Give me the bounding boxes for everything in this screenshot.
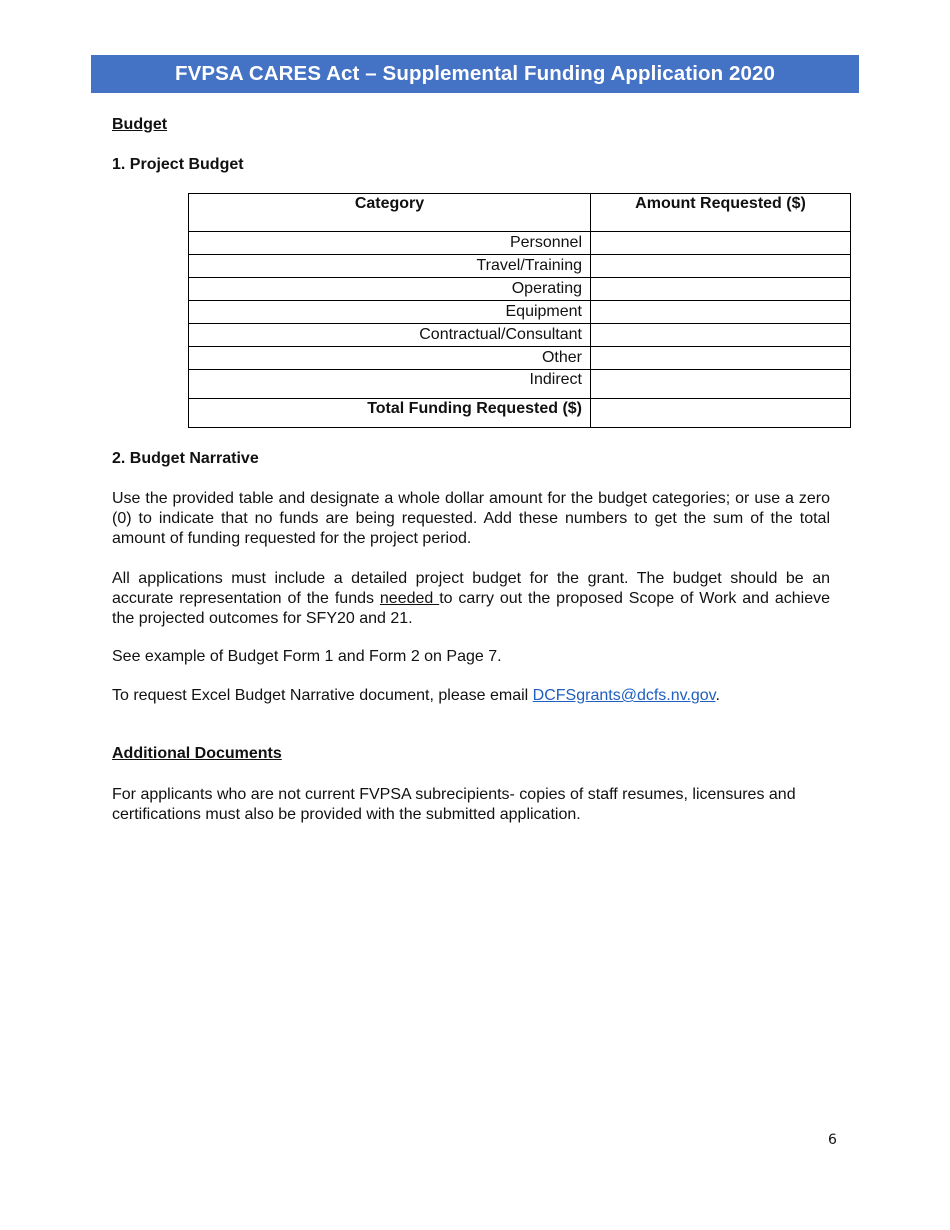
table-header-row xyxy=(189,194,851,232)
narrative-paragraph-2 xyxy=(112,569,830,629)
total-label: Total Funding Requested ($) xyxy=(189,399,591,428)
underlined-word: needed xyxy=(379,590,440,607)
paragraph-text: to carry out the proposed Scope of Work and achieve the projected outcomes for SFY20 and 21. xyxy=(112,590,830,627)
table-row xyxy=(189,324,851,347)
category-cell: Contractual/Consultant xyxy=(189,324,591,347)
additional-documents-paragraph: For applicants who are not current FVPSA subrecipients- copies of staff resumes, licensures and certifications must also be provided with the submitted application. xyxy=(112,786,796,823)
project-budget-table xyxy=(188,193,851,428)
paragraph-text: All applications must include a detailed project budget for the grant. The budget should be an accurate representation of the funds xyxy=(112,570,830,607)
table-row xyxy=(189,370,851,399)
budget-heading: Budget xyxy=(112,116,168,133)
budget-narrative-heading: 2. Budget Narrative xyxy=(112,450,259,467)
project-budget-heading: 1. Project Budget xyxy=(112,156,244,173)
amount-cell[interactable] xyxy=(591,301,851,324)
paragraph-text: To request Excel Budget Narrative document, please email xyxy=(112,687,533,704)
category-cell: Equipment xyxy=(189,301,591,324)
category-cell: Operating xyxy=(189,278,591,301)
amount-cell[interactable] xyxy=(591,347,851,370)
narrative-paragraph-3: See example of Budget Form 1 and Form 2 on Page 7. xyxy=(112,648,502,665)
amount-cell[interactable] xyxy=(591,324,851,347)
amount-cell[interactable] xyxy=(591,232,851,255)
category-cell: Other xyxy=(189,347,591,370)
page-number: 6 xyxy=(828,1132,837,1148)
table-row xyxy=(189,255,851,278)
document-header-banner xyxy=(91,55,859,93)
total-amount-cell[interactable] xyxy=(591,399,851,428)
email-link[interactable]: DCFSgrants@dcfs.nv.gov xyxy=(532,687,716,704)
table-row xyxy=(189,347,851,370)
table-row xyxy=(189,232,851,255)
document-title: FVPSA CARES Act – Supplemental Funding Application 2020 xyxy=(174,62,776,85)
amount-cell[interactable] xyxy=(591,255,851,278)
narrative-paragraph-1: Use the provided table and designate a whole dollar amount for the budget categories; or use a zero (0) to indicate that no funds are being requested. Add these numbers to get the sum of the total amount of funding requested for the project period. xyxy=(112,490,830,547)
narrative-paragraph-4 xyxy=(112,686,830,706)
amount-cell[interactable] xyxy=(591,278,851,301)
column-header-amount: Amount Requested ($) xyxy=(591,194,851,232)
table-row xyxy=(189,301,851,324)
category-cell: Travel/Training xyxy=(189,255,591,278)
total-row xyxy=(189,399,851,428)
column-header-category: Category xyxy=(189,194,591,232)
category-cell: Indirect xyxy=(189,370,591,399)
additional-documents-heading: Additional Documents xyxy=(112,745,282,762)
category-cell: Personnel xyxy=(189,232,591,255)
paragraph-text: . xyxy=(715,687,720,704)
table-row xyxy=(189,278,851,301)
amount-cell[interactable] xyxy=(591,370,851,399)
